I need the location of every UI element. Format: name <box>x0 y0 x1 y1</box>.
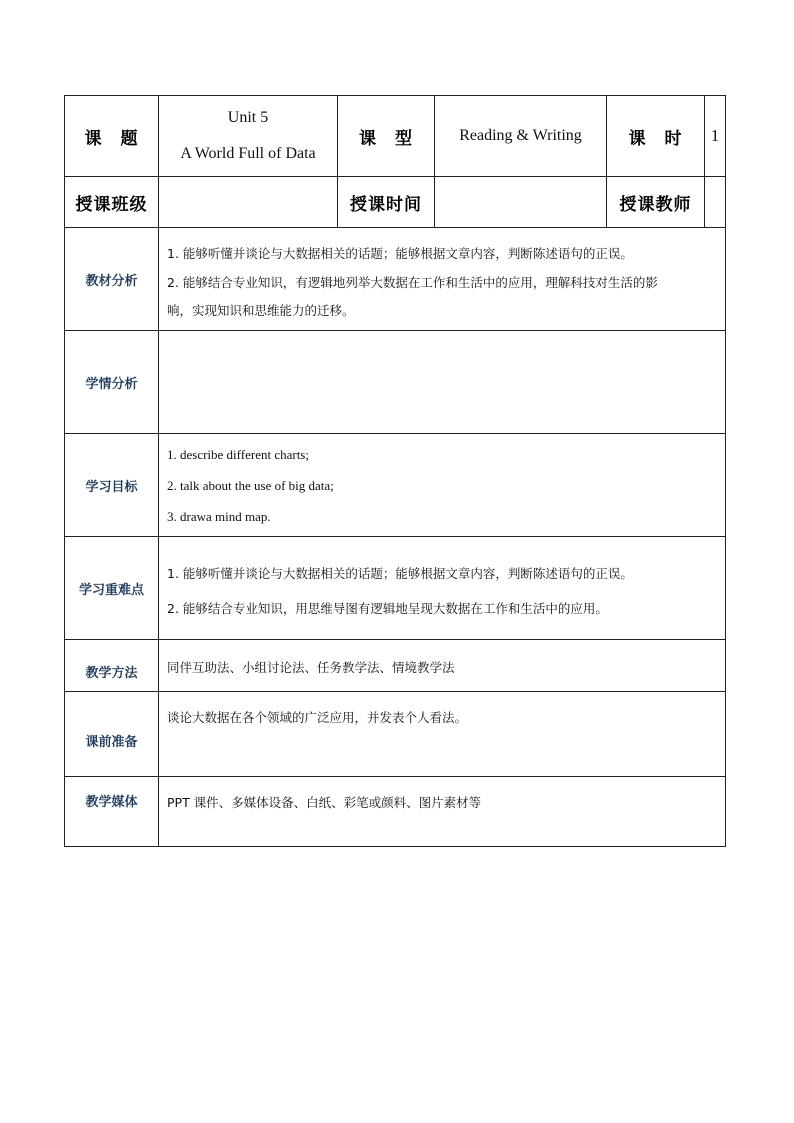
preparation-label: 课前准备 <box>85 734 138 750</box>
unit-title: A World Full of Data <box>180 145 316 162</box>
teaching-methods-content <box>167 640 723 691</box>
key-point-1: 1. 能够听懂并谈论与大数据相关的话题；能够根据文章内容，判断陈述语句的正误。 <box>167 566 633 581</box>
objective-3: 3. drawa mind map. <box>167 509 271 524</box>
material-line-3: 响，实现知识和思维能力的迁移。 <box>167 303 355 318</box>
preparation-text: 谈论大数据在各个领域的广泛应用，并发表个人看法。 <box>167 710 468 725</box>
teacher-label: 授课教师 <box>619 194 692 215</box>
learner-analysis-label: 学情分析 <box>85 376 138 392</box>
objectives-content <box>167 434 723 536</box>
class-value <box>159 177 337 227</box>
key-points-content <box>167 537 723 639</box>
period-value: 1 <box>710 126 720 145</box>
period-label: 课 时 <box>628 128 683 149</box>
material-line-2: 2. 能够结合专业知识，有逻辑地列举大数据在工作和生活中的应用，理解科技对生活的影 <box>167 275 658 290</box>
preparation-content <box>167 692 723 776</box>
table-border-bottom <box>64 846 726 847</box>
learner-analysis-content <box>167 331 723 433</box>
material-line-1: 1. 能够听懂并谈论与大数据相关的话题；能够根据文章内容，判断陈述语句的正误。 <box>167 246 633 261</box>
topic-cell <box>159 96 337 176</box>
table-border-right <box>725 95 726 847</box>
class-label: 授课班级 <box>75 194 148 215</box>
objective-1: 1. describe different charts; <box>167 447 309 462</box>
teacher-value <box>705 177 725 227</box>
material-analysis-content <box>167 228 723 330</box>
media-label: 教学媒体 <box>85 794 138 810</box>
time-value <box>435 177 606 227</box>
key-point-2: 2. 能够结合专业知识，用思维导图有逻辑地呈现大数据在工作和生活中的应用。 <box>167 601 608 616</box>
time-label: 授课时间 <box>350 194 422 215</box>
media-content <box>167 777 723 846</box>
material-analysis-label: 教材分析 <box>85 273 138 289</box>
media-text: PPT 课件、多媒体设备、白纸、彩笔或颜料、图片素材等 <box>167 795 482 810</box>
type-value: Reading & Writing <box>459 127 582 144</box>
objective-2: 2. talk about the use of big data; <box>167 478 334 493</box>
teaching-methods-text: 同伴互助法、小组讨论法、任务教学法、情境教学法 <box>167 660 455 675</box>
topic-label: 课 题 <box>84 128 139 149</box>
teaching-methods-label: 教学方法 <box>85 665 138 681</box>
objectives-label: 学习目标 <box>85 479 138 495</box>
unit-number: Unit 5 <box>227 109 269 126</box>
key-points-label: 学习重难点 <box>78 582 144 598</box>
type-label: 课 型 <box>359 128 413 149</box>
